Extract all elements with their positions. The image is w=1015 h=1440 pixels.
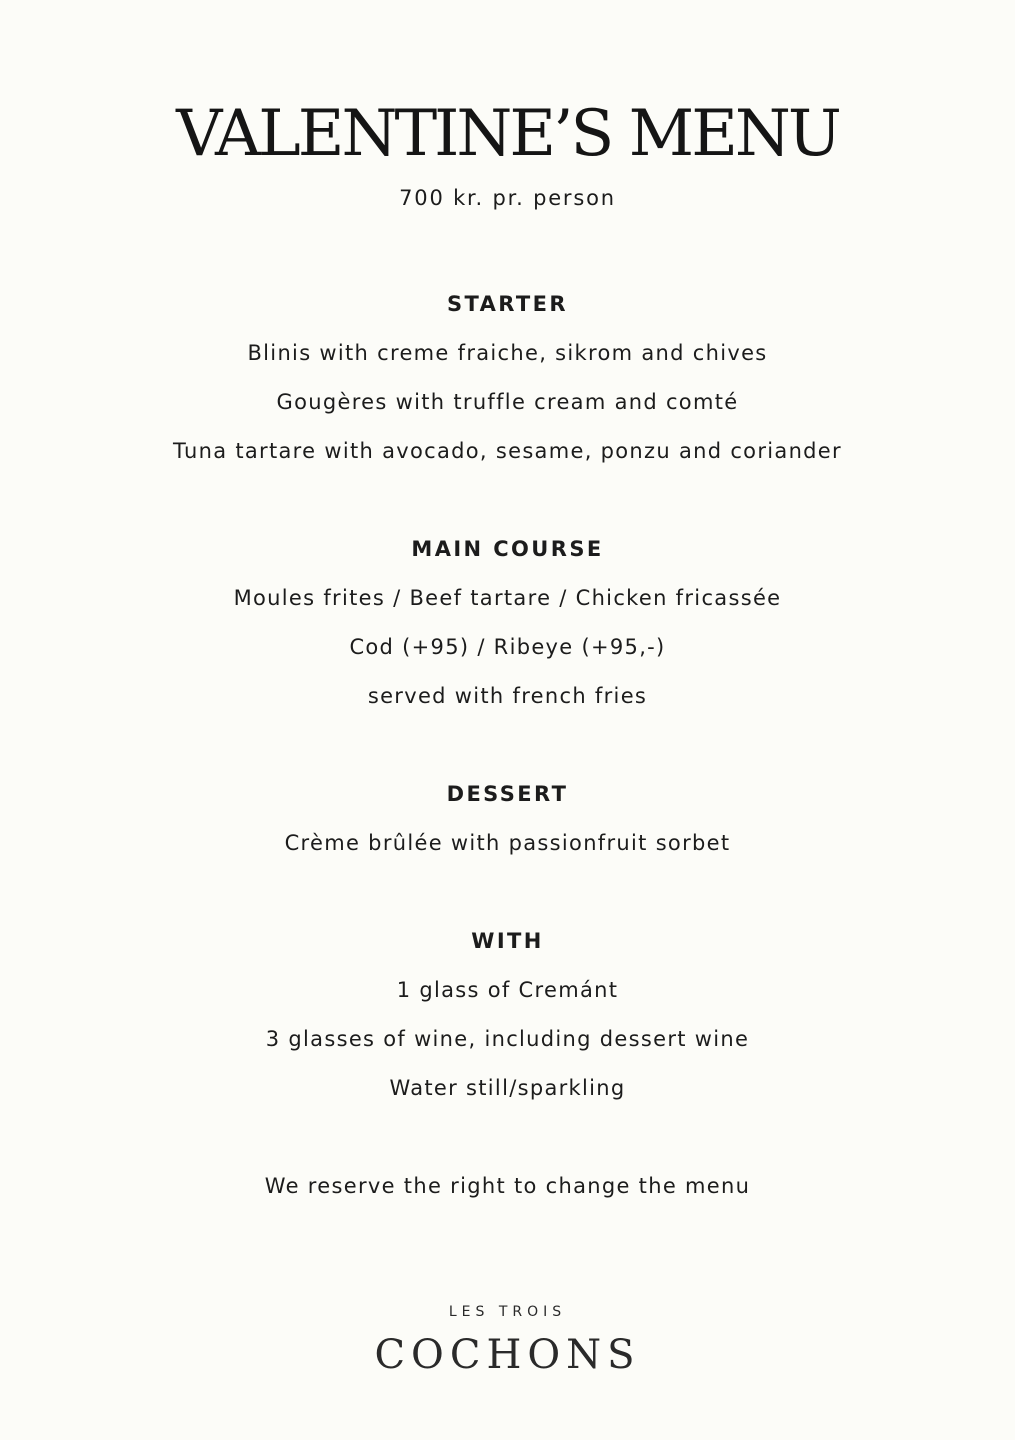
main-course-item: Cod (+95) / Ribeye (+95,-) [349,635,666,659]
starter-item: Tuna tartare with avocado, sesame, ponzu and coriander [173,439,842,463]
price-per-person: 700 kr. pr. person [399,186,616,210]
menu-title: VALENTINE’S MENU [176,97,839,171]
menu-change-note: We reserve the right to change the menu [264,1174,751,1198]
section-heading-with: WITH [471,929,544,953]
section-heading-starter: STARTER [447,292,568,316]
brand-name-large: COCHONS [374,1332,641,1378]
brand-name-small: LES TROIS [448,1304,567,1320]
main-course-item: served with french fries [367,684,648,708]
with-item: Water still/sparkling [389,1076,626,1100]
with-item: 1 glass of Cremánt [396,978,619,1002]
main-course-item: Moules frites / Beef tartare / Chicken fricassée [233,586,782,610]
dessert-item: Crème brûlée with passionfruit sorbet [284,831,731,855]
starter-item: Gougères with truffle cream and comté [276,390,739,414]
with-item: 3 glasses of wine, including dessert wine [265,1027,750,1051]
section-heading-dessert: DESSERT [446,782,569,806]
section-heading-main-course: MAIN COURSE [411,537,604,561]
starter-item: Blinis with creme fraiche, sikrom and chives [247,341,768,365]
